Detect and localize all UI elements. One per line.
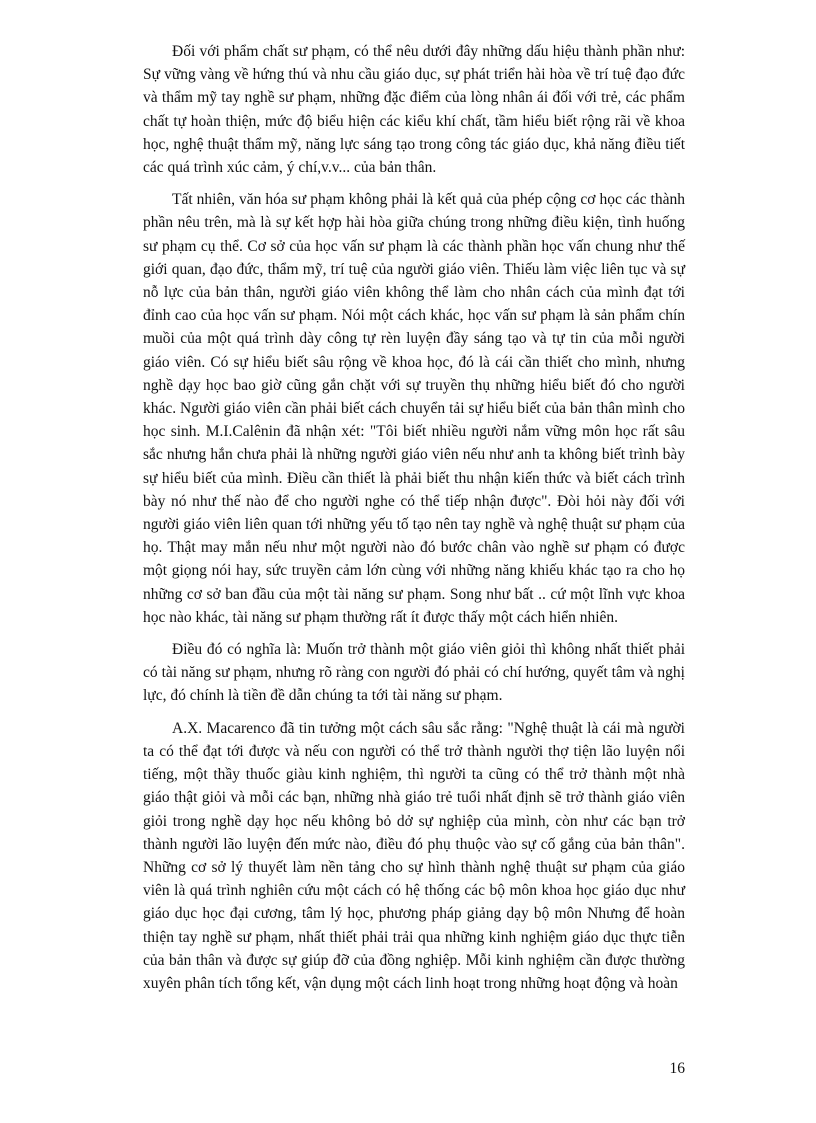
paragraph-văn-hóa-sư-phạm: Tất nhiên, văn hóa sư phạm không phải là kết quả của phép cộng cơ học các thành phần nêu trên, mà là sự kết hợp hài hòa giữa chúng trong những điều kiện, tình huống sư phạm cụ thể. Cơ sở của học vấn sư phạm là các thành phần học vấn chung như thế giới quan, đạo đức, thẩm mỹ, trí tuệ của người giáo viên. Thiếu làm việc liên tục và sự nỗ lực của bản thân, người giáo viên không thể làm cho nhân cách của mình đạt tới đỉnh cao của học vấn sư phạm. Nói một cách khác, học vấn sư phạm là sản phẩm chín muồi của một quá trình dày công tự rèn luyện đầy sáng tạo và tự tin của mỗi người giáo viên. Có sự hiểu biết sâu rộng về khoa học, đó là cái cần thiết cho mình, nhưng nghề dạy học bao giờ cũng gắn chặt với sự truyền thụ những hiểu biết đó cho người khác. Người giáo viên cần phải biết cách chuyển tải sự hiểu biết của bản thân mình cho học sinh. M.I.Calênin đã nhận xét: "Tôi biết nhiều người nắm vững môn học rất sâu sắc nhưng hắn chưa phải là những người giáo viên nếu như anh ta không biết trình bày sự hiểu biết của mình. Điều cần thiết là phải biết thu nhận kiến thức và biết cách trình bày nó như thế nào để cho người nghe có thể tiếp nhận được". Đòi hỏi này đối với người giáo viên liên quan tới những yếu tố tạo nên tay nghề và nghệ thuật sư phạm của họ. Thật may mắn nếu như một người nào đó bước chân vào nghề sư phạm có được một giọng nói hay, sức truyền cảm lớn cùng với những năng khiếu khác tạo ra cho họ những cơ sở ban đầu của một tài năng sư phạm. Song như bất .. cứ một lĩnh vực khoa học nào khác, tài năng sư phạm thường rất ít được thấy một cách hiển nhiên. [143,191,685,626]
paragraph-macarenco: A.X. Macarenco đã tin tưởng một cách sâu sắc rằng: "Nghệ thuật là cái mà người ta có thể đạt tới được và nếu con người có thể trở thành người thợ tiện lão luyện nổi tiếng, một thầy thuốc giàu kinh nghiệm, thì người ta cũng có thể trở thành một nhà giáo thật giỏi và mỗi các bạn, những nhà giáo trẻ tuổi nhất định sẽ trở thành giáo viên giỏi trong nghề dạy học nếu không bỏ dở sự nghiệp của mình, còn như các bạn trở thành người lão luyện đến mức nào, điều đó phụ thuộc vào sự cố gắng của bản thân". Những cơ sở lý thuyết làm nền tảng cho sự hình thành nghệ thuật sư phạm của giáo viên là quá trình nghiên cứu một cách có hệ thống các bộ môn khoa học giáo dục như giáo dục học đại cương, tâm lý học, phương pháp giảng dạy bộ môn Nhưng để hoàn thiện tay nghề sư phạm, nhất thiết phải trải qua những kinh nghiệm giáo dục thực tiễn của bản thân và được sự giúp đỡ của đồng nghiệp. Mỗi kinh nghiệm cần được thường xuyên phân tích tổng kết, vận dụng một cách linh hoạt trong những hoạt động và hoàn [143,719,685,992]
page-number: 16 [669,1060,685,1077]
page-body [143,40,685,1004]
paragraph-tài-năng: Điều đó có nghĩa là: Muốn trở thành một giáo viên giỏi thì không nhất thiết phải có tài năng sư phạm, nhưng rõ ràng con người đó phải có chí hướng, quyết tâm và nghị lực, đó chính là tiền đề dẫn chúng ta tới tài năng sư phạm. [143,641,685,705]
paragraph-phẩm-chất: Đối với phẩm chất sư phạm, có thể nêu dưới đây những dấu hiệu thành phần như: Sự vững vàng về hứng thú và nhu cầu giáo dục, sự phát triển hài hòa về trí tuệ đạo đức và thẩm mỹ tay nghề sư phạm, những đặc điểm của lòng nhân ái đối với trẻ, các phẩm chất tự hoàn thiện, mức độ biểu hiện các kiểu khí chất, tầm hiểu biết rộng rãi về khoa học, nghệ thuật thẩm mỹ, năng lực sáng tạo trong công tác giáo dục, khả năng điều tiết các quá trình xúc cảm, ý chí,v.v... của bản thân. [143,43,685,177]
